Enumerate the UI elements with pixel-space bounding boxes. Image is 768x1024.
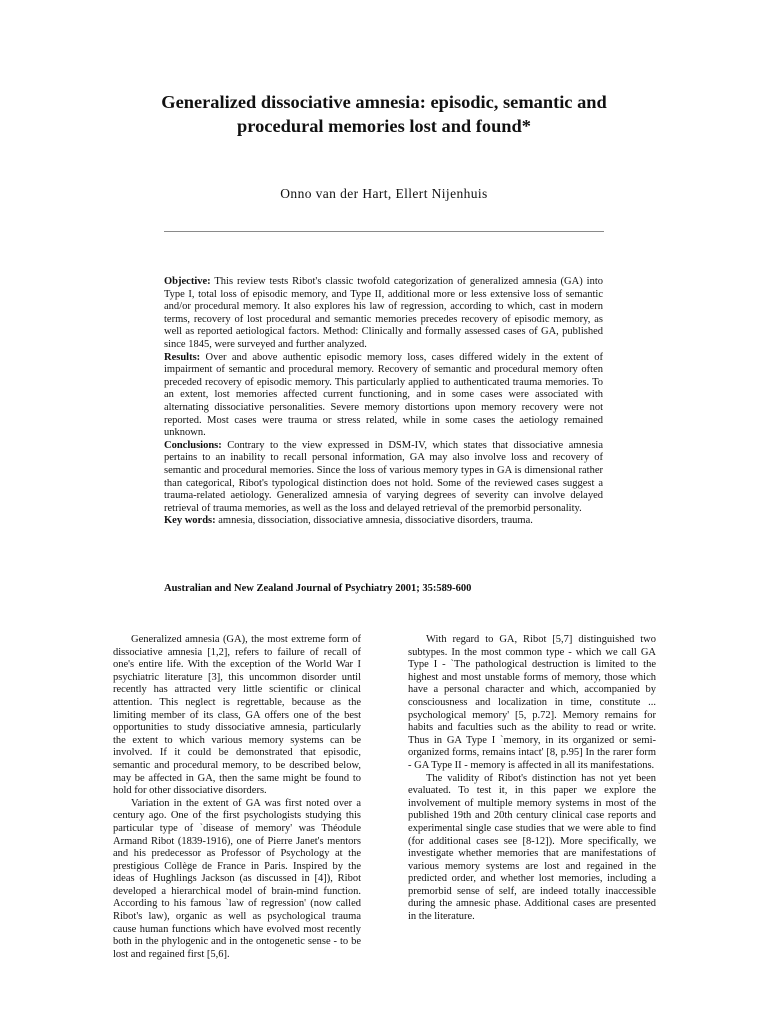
- keywords-label: Key words:: [164, 515, 216, 527]
- body-paragraph: The validity of Ribot's distinction has not yet been evaluated. To test it, in this paper we explore the involvement of multiple memory systems in most of the published 19th and 20th century clinical case reports and experimental single case studies that we were able to find (for additional cases see [8-12]). More specifically, we investigate whether memories that are manifestations of various memory systems are lost and regained in the predicted order, and whether lost memories, including a premorbid sense of self, are indeed totally inaccessible during the amnesic phase. Additional cases are presented in the literature.: [408, 772, 656, 923]
- body-column-left: [113, 634, 361, 961]
- objective-label: Objective:: [164, 276, 211, 287]
- paper-title: Generalized dissociative amnesia: episodic, semantic and procedural memories lost and found*: [161, 92, 607, 136]
- objective-text: This review tests Ribot's classic twofold categorization of generalized amnesia (GA) into Type I, total loss of episodic memory, and Type II, additional more or less extensive loss of semantic and/or procedural memory. It also explores his law of regression, according to which, cast in modern terms, recovery of lost procedural and semantic memories precedes recovery of episodic memory, as well as reported aetiological factors. Method: Clinically and formally assessed cases of GA, published since 1845, were surveyed and further analyzed.: [164, 276, 603, 350]
- abstract-objective: [164, 276, 603, 352]
- results-text: Over and above authentic episodic memory loss, cases differed widely in the extent of impairment of semantic and procedural memory. Recovery of semantic and procedural memory often preceded recovery of episodic memory. This particularly applied to authenticated trauma memories. To an extent, lost memories affected current functioning, and in some cases were associated with alternating dissociative personalities. Severe memory distortions upon memory recovery were not reported. Most cases were trauma or stress related, while in some cases the aetiology remained unknown.: [164, 351, 603, 439]
- body-paragraph: Generalized amnesia (GA), the most extreme form of dissociative amnesia [1,2], refers to failure of recall of one's entire life. With the exception of the World War I psychiatric literature [3], this uncommon disorder until recently has attracted very little scientific or clinical attention. This neglect is regrettable, because as the limiting member of its class, GA offers one of the best opportunities to study dissociative amnesia, particularly the extent to which various memory systems can be involved. If it could be demonstrated that episodic, semantic and procedural memory, to be described below, may be affected in GA, then the same might be found to hold for other dissociative disorders.: [113, 634, 361, 797]
- conclusions-label: Conclusions:: [164, 439, 222, 451]
- body-paragraph: With regard to GA, Ribot [5,7] distinguished two subtypes. In the most common type - which we call GA Type I - `The pathological destruction is limited to the highest and most unstable forms of memory, those which have a personal character and which, accompanied by consciousness and localization in time, constitute ... psychological memory' [5, p.72]. Memory remains for habits and faculties such as the ability to read or write. Thus in GA Type I `memory, in its organized or semi-organized forms, remains intact' [8, p.95] In the rarer form - GA Type II - memory is affected in all its manifestations.: [408, 634, 656, 771]
- abstract-keywords: [164, 515, 603, 528]
- conclusions-text: Contrary to the view expressed in DSM-IV, which states that dissociative amnesia pertains to an inability to recall personal information, GA may also involve loss and recovery of semantic and procedural memories. Since the loss of various memory types in GA is dimensional rather than categorical, Ribot's typological distinction does not hold. Some of the reviewed cases suggest a trauma-related aetiology. Generalized amnesia of varying degrees of severity can involve delayed retrieval of trauma memories, as well as the loss and delayed retrieval of the premorbid personality.: [164, 439, 603, 514]
- title-divider: [164, 231, 604, 232]
- body-paragraph: Variation in the extent of GA was first noted over a century ago. One of the first psychologists studying this particular type of `disease of memory' was Théodule Armand Ribot (1839-1916), one of Pierre Janet's mentors and his predecessor as Professor of Psychology at the prestigious Collège de France in Paris. Inspired by the ideas of Hughlings Jackson (as discussed in [4]), Ribot developed a hierarchical model of brain-mind function. According to his famous `law of regression' (now called Ribot's law), organic as well as psychological trauma cause human functions which have evolved most recently both in the phylogenic and in the ontogenetic sense - to be lost and regained first [5,6].: [113, 797, 361, 960]
- results-label: Results:: [164, 351, 201, 363]
- abstract-conclusions: [164, 440, 603, 516]
- body-column-right: [408, 634, 656, 924]
- abstract-results: [164, 352, 603, 440]
- journal-citation: Australian and New Zealand Journal of Psychiatry 2001; 35:589-600: [164, 583, 472, 594]
- keywords-text: amnesia, dissociation, dissociative amnesia, dissociative disorders, trauma.: [215, 515, 533, 527]
- paper-authors: Onno van der Hart, Ellert Nijenhuis: [280, 186, 488, 201]
- abstract: [164, 276, 603, 528]
